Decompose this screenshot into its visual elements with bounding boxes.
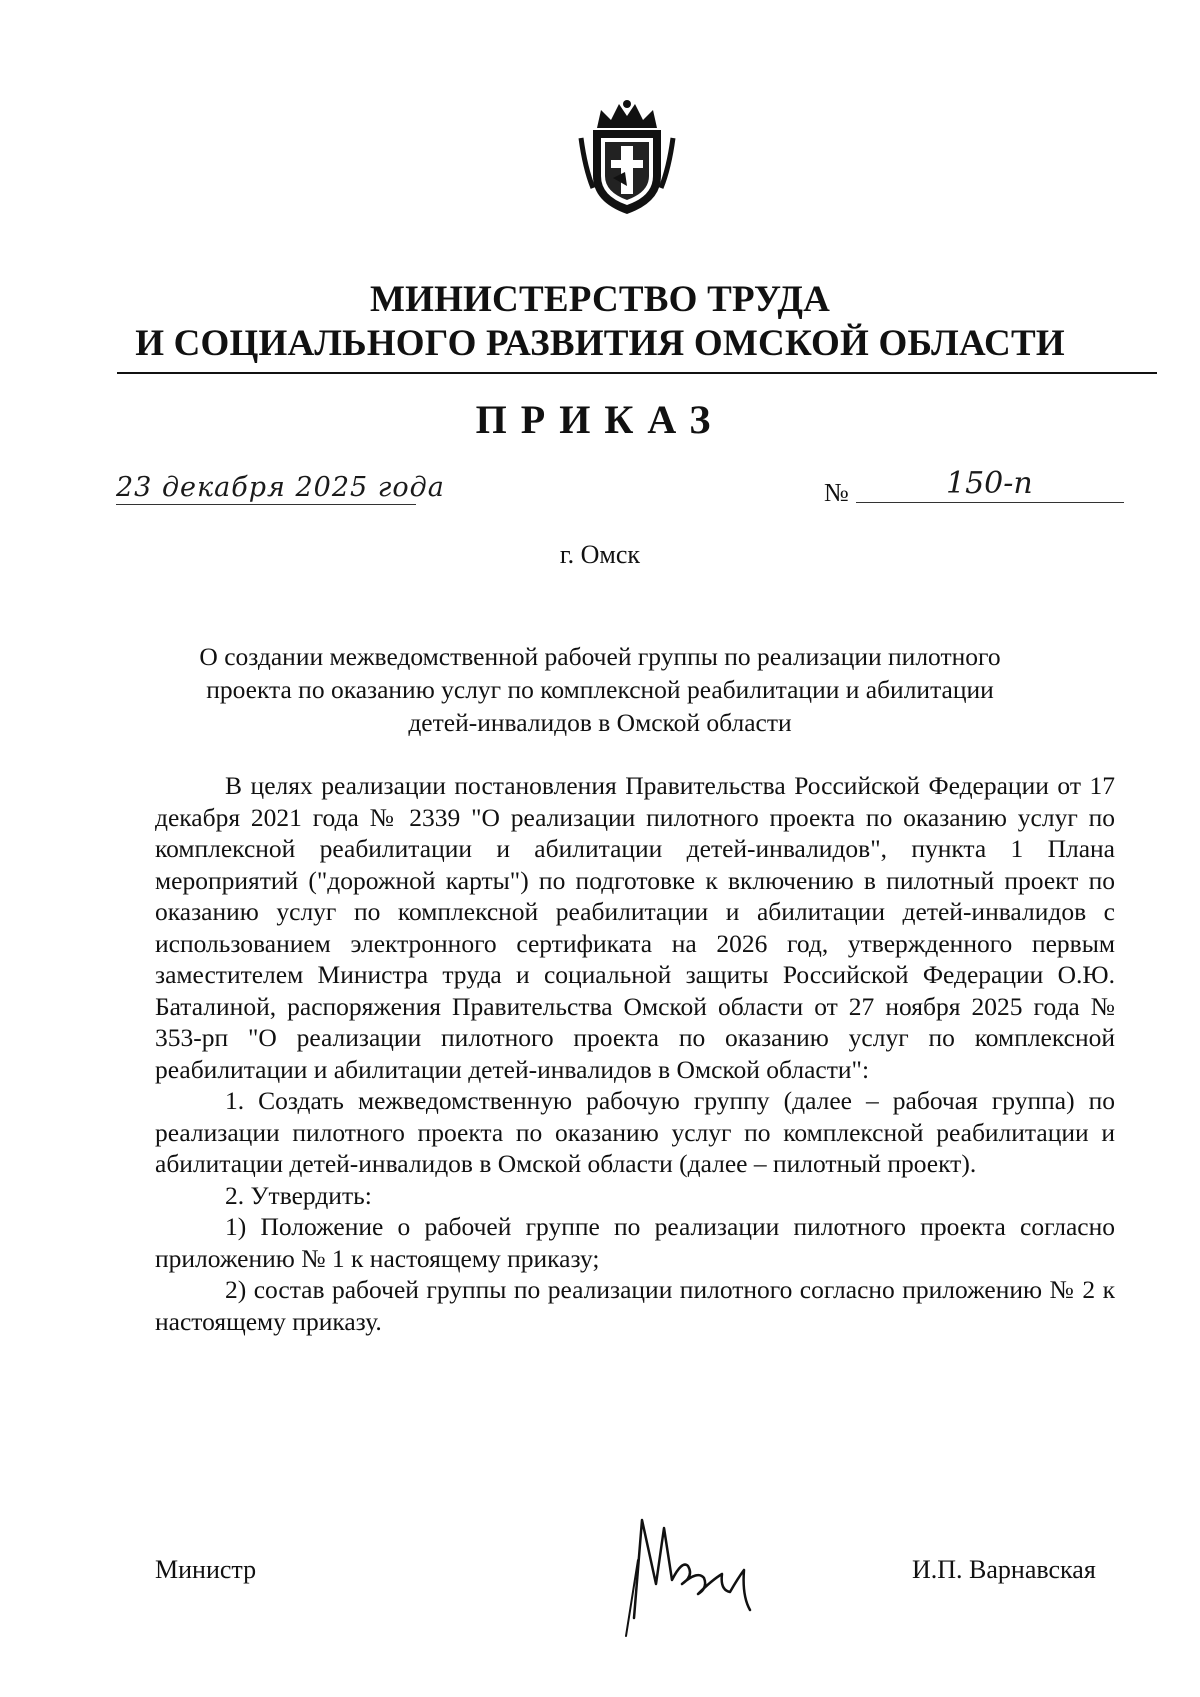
subject-line: О создании межведомственной рабочей группы по реализации пилотного	[199, 642, 1001, 671]
clause-1-paragraph: 1. Создать межведомственную рабочую группу (далее – рабочая группа) по реализации пилотного проекта по оказанию услуг по комплексной реабилитации и абилитации детей-инвалидов в Омской области (далее – пилотный проект).	[155, 1086, 1115, 1178]
order-body	[155, 770, 1115, 1337]
signatory-role: Министр	[155, 1555, 257, 1584]
subject-line: детей-инвалидов в Омской области	[408, 708, 792, 737]
order-subject	[140, 640, 1060, 739]
preamble-paragraph: В целях реализации постановления Правительства Российской Федерации от 17 декабря 2021 года № 2339 "О реализации пилотного проекта по оказанию услуг по комплексной реабилитации и абилитации детей-инвалидов", пункта 1 Плана мероприятий ("дорожной карты") по подготовке к включению в пилотный проект по оказанию услуг по комплексной реабилитации и абилитации детей-инвалидов с использованием электронного сертификата на 2026 год, утвержденного первым заместителем Министра труда и социальной защиты Российской Федерации О.Ю. Баталиной, распоряжения Правительства Омской области от 27 ноября 2025 года № 353-рп "О реализации пилотного проекта по оказанию услуг по комплексной реабилитации и абилитации детей-инвалидов в Омской области":	[155, 771, 1115, 1084]
number-underline	[856, 502, 1124, 503]
clause-2-item-2: 2) состав рабочей группы по реализации пилотного согласно приложению № 2 к настоящему приказу.	[155, 1275, 1115, 1336]
city-name: г. Омск	[559, 540, 641, 569]
clause-2-item-1: 1) Положение о рабочей группе по реализации пилотного проекта согласно приложению № 1 к настоящему приказу;	[155, 1212, 1115, 1273]
order-date-handwritten: 23 декабря 2025 года	[116, 472, 445, 503]
date-underline	[116, 504, 416, 505]
document-type-title: ПРИКАЗ	[475, 397, 725, 442]
header-divider	[117, 372, 1157, 374]
order-number-handwritten: 150-п	[946, 466, 1033, 501]
subject-line: проекта по оказанию услуг по комплексной реабилитации и абилитации	[206, 675, 994, 704]
coat-of-arms-icon	[575, 98, 679, 218]
order-number-label: №	[824, 478, 849, 507]
ministry-name-line2: И СОЦИАЛЬНОГО РАЗВИТИЯ ОМСКОЙ ОБЛАСТИ	[135, 323, 1065, 364]
ministry-name-line1: МИНИСТЕРСТВО ТРУДА	[369, 279, 831, 320]
signatory-name: И.П. Варнавская	[912, 1555, 1096, 1584]
handwritten-signature	[612, 1500, 772, 1640]
clause-2-paragraph: 2. Утвердить:	[225, 1180, 372, 1210]
